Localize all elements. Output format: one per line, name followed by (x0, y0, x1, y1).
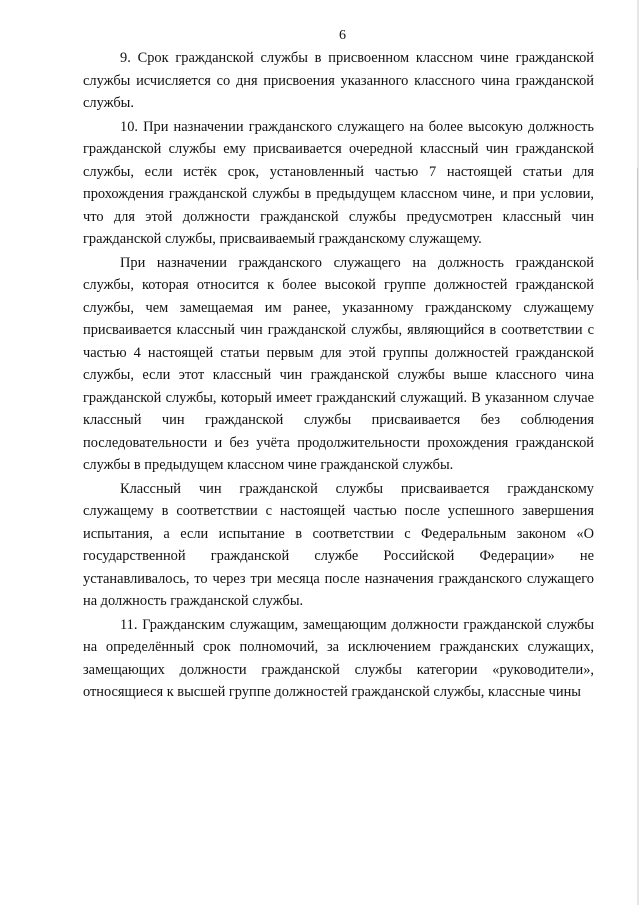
page-number: 6 (339, 28, 346, 43)
paragraph-higher-group-appointment: При назначении гражданского служащего на должность гражданской службы, которая относится к более высокой группе должностей гражданской службы, чем замещаемая им ранее, указанному гражданскому служащему присваивается классный чин гражданской службы, являющийся в соответствии с частью 4 настоящей статьи первым для этой группы должностей гражданской службы, если этот классный чин гражданской службы выше классного чина гражданской службы, который имеет гражданский служащий. В указанном случае классный чин гражданской службы присваивается без соблюдения последовательности и без учёта продолжительности прохождения гражданской службы в предыдущем классном чине гражданской службы. (83, 254, 594, 473)
paragraph-after-probation: Классный чин гражданской службы присваивается гражданскому служащему в соответствии с настоящей частью после успешного завершения испытания, а если испытание в соответствии с Федеральным законом «О государственной гражданской службе Российской Федерации» не устанавливалось, то через три месяца после назначения гражданского служащего на должность гражданской службы. (83, 480, 594, 609)
scan-edge-shadow (637, 0, 639, 905)
scan-edge-mark (637, 168, 638, 280)
paragraph-9-service-term: 9. Срок гражданской службы в присвоенном классном чине гражданской службы исчисляется со дня присвоения указанного классного чина гражданской службы. (83, 50, 594, 111)
paragraph-11-fixed-term: 11. Гражданским служащим, замещающим должности гражданской службы на определённый срок полномочий, за исключением гражданских служащих, замещающих должности гражданской службы категории «руководители», относящиеся к высшей группе должностей гражданской службы, классные чины (83, 616, 594, 700)
paragraph-10-promotion: 10. При назначении гражданского служащего на более высокую должность гражданской службы ему присваивается очередной классный чин гражданской службы, если истёк срок, установленный частью 7 настоящей статьи для прохождения гражданской службы в предыдущем классном чине, и при условии, что для этой должности гражданской службы предусмотрен классный чин гражданской службы, присваиваемый гражданскому служащему. (83, 118, 594, 247)
